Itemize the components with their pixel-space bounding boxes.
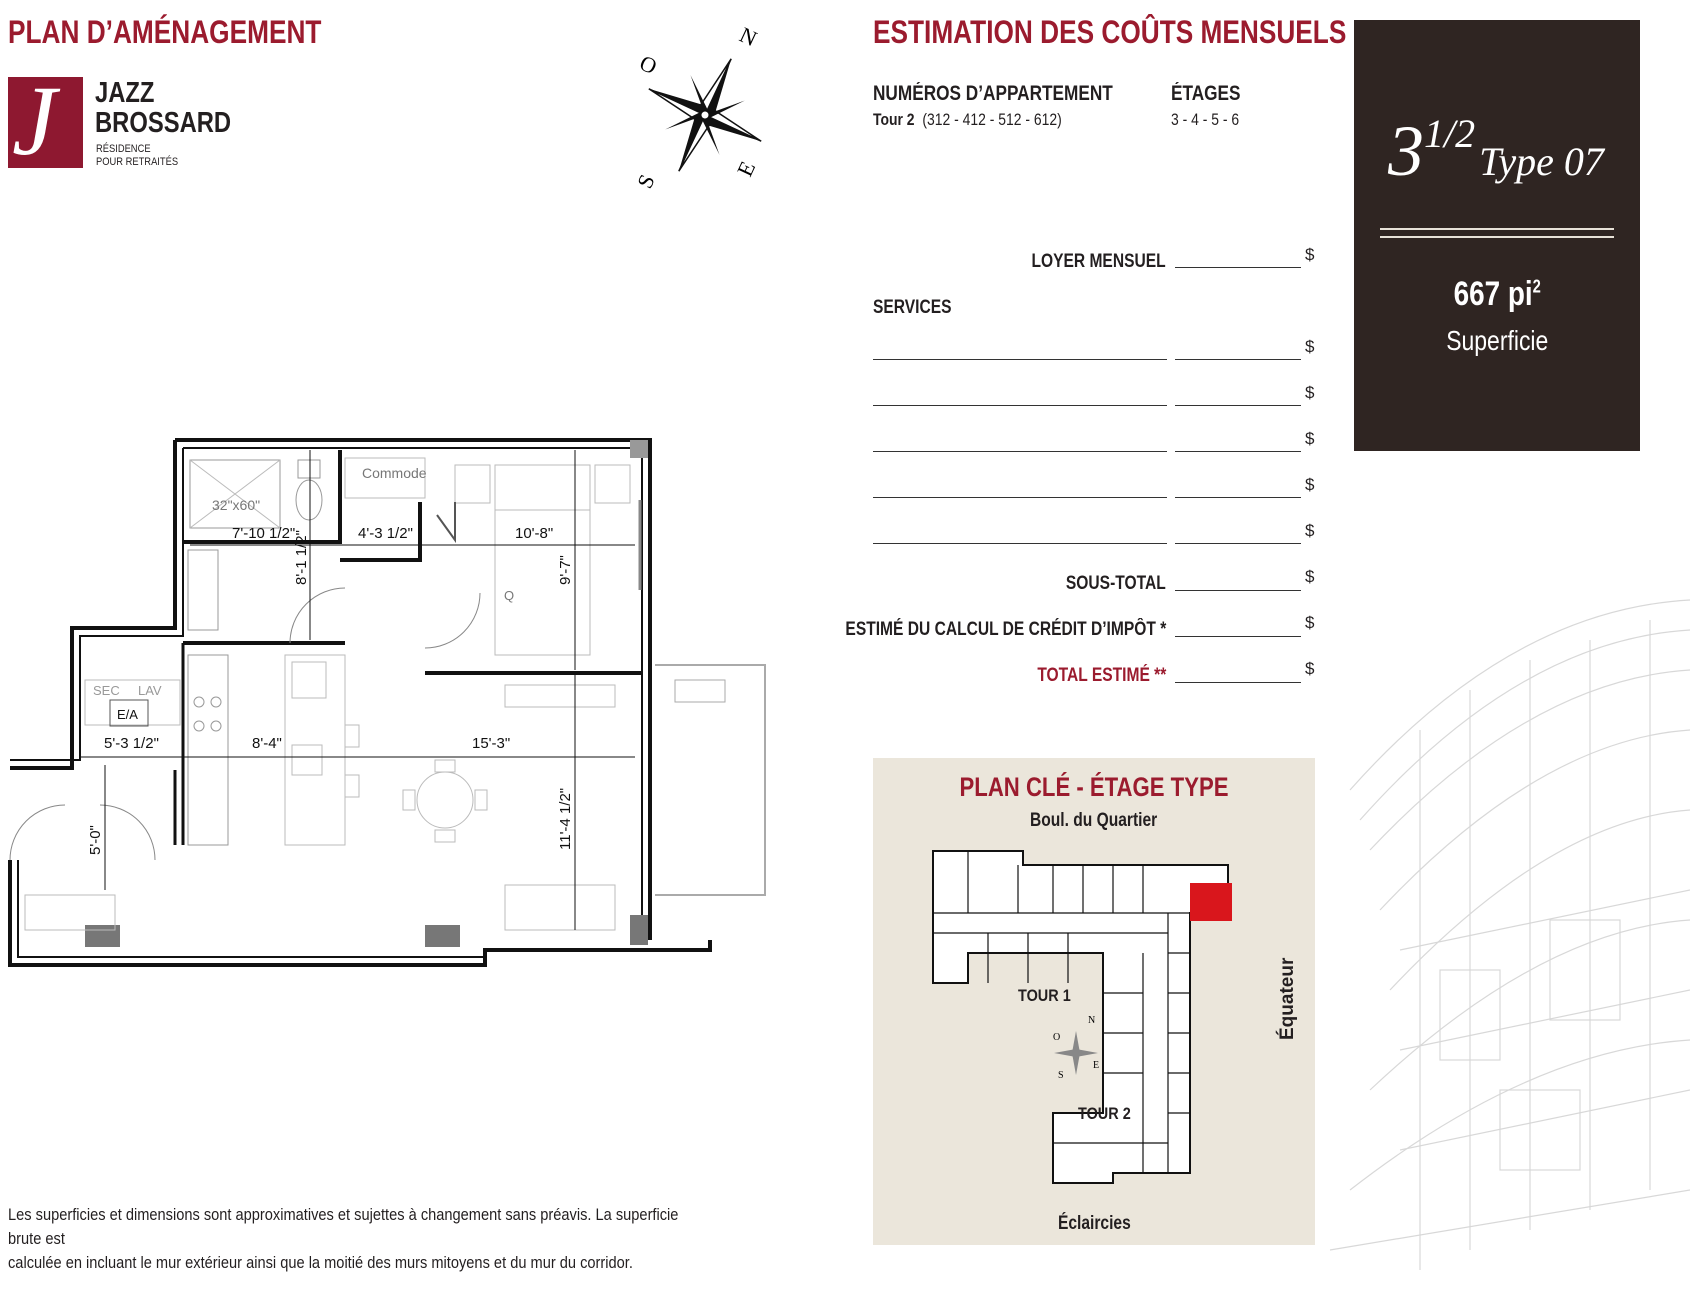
rooms-fraction: 1/2 — [1424, 111, 1476, 156]
service-name-field-3[interactable] — [873, 451, 1167, 452]
commode-label: Commode — [362, 465, 427, 481]
badge-rule-bottom — [1380, 236, 1614, 238]
dryer-label: SEC — [93, 683, 120, 698]
total-field[interactable] — [1175, 682, 1301, 683]
service-name-field-4[interactable] — [873, 497, 1167, 498]
street-right: Équateur — [1277, 957, 1298, 1040]
footnote-line2: calculée en incluant le mur extérieur ainsi que la moitié des murs mitoyens et du mur du corridor. — [8, 1253, 633, 1272]
key-plan-panel — [873, 758, 1315, 1245]
building-sketch-illustration — [1310, 490, 1690, 1306]
unit-type-badge — [1354, 20, 1640, 451]
tax-credit-currency: $ — [1305, 613, 1315, 632]
tax-credit-field[interactable] — [1175, 636, 1301, 637]
shower-size: 32"x60" — [212, 497, 261, 513]
rooms-value: 3 — [1388, 111, 1424, 191]
logo-mark: J — [8, 77, 83, 168]
area-label: Superficie — [1445, 325, 1549, 356]
services-label: SERVICES — [873, 297, 952, 318]
tower-label: Tour 2 — [873, 110, 915, 129]
area-value: 667 $pi^2$ — [1453, 275, 1541, 313]
tax-credit-label: ESTIMÉ DU CALCUL DE CRÉDIT D’IMPÔT * — [845, 619, 1166, 640]
badge-rule-top — [1380, 228, 1614, 230]
dim-laundry: 5'-3 1/2" — [104, 735, 159, 752]
compass-o: O — [635, 49, 661, 80]
total-currency: $ — [1305, 659, 1315, 678]
service-amount-field-4[interactable] — [1175, 497, 1301, 498]
footnote-line1: Les superficies et dimensions sont approximatives et sujettes à changement sans préavis. La superficie brute est — [8, 1205, 679, 1248]
service-currency-4: $ — [1305, 475, 1315, 494]
dim-closet: 4'-3 1/2" — [358, 525, 413, 542]
key-plan-drawing — [928, 843, 1248, 1203]
kp-compass-e: E — [1093, 1060, 1100, 1071]
kp-compass-n: N — [1088, 1015, 1096, 1026]
subtotal-field[interactable] — [1175, 590, 1301, 591]
service-currency-1: $ — [1305, 337, 1315, 356]
dim-living-depth: 11'-4 1/2" — [557, 787, 574, 850]
compass-s: S — [631, 170, 660, 193]
floors-label: ÉTAGES — [1171, 82, 1241, 105]
kp-compass-s: S — [1058, 1070, 1064, 1081]
footnote — [8, 1203, 696, 1275]
unit-type: Type 07 — [1479, 139, 1604, 184]
service-currency-5: $ — [1305, 521, 1315, 540]
service-amount-field-2[interactable] — [1175, 405, 1301, 406]
service-amount-field-1[interactable] — [1175, 359, 1301, 360]
service-amount-field-5[interactable] — [1175, 543, 1301, 544]
total-label: TOTAL ESTIMÉ ** — [1037, 665, 1166, 686]
service-name-field-2[interactable] — [873, 405, 1167, 406]
tower-1-label: TOUR 1 — [1018, 986, 1071, 1005]
washer-label: LAV — [138, 683, 162, 698]
tower-2-label: TOUR 2 — [1078, 1104, 1131, 1123]
dim-bath-width: 7'-10 1/2" — [232, 525, 296, 542]
plan-title: PLAN D’AMÉNAGEMENT — [8, 14, 322, 50]
hvac-label: E/A — [117, 707, 138, 722]
dim-living-width: 15'-3" — [472, 735, 511, 752]
dim-bath-depth: 8'-1 1/2" — [293, 530, 310, 585]
service-currency-2: $ — [1305, 383, 1315, 402]
dim-bedroom-depth: 9'-7" — [557, 555, 574, 585]
apartment-numbers — [873, 110, 1062, 130]
floor-plan-drawing — [0, 430, 780, 975]
logo-line1: JAZZ — [95, 77, 155, 109]
compass-rose-icon — [630, 20, 780, 200]
logo-name — [95, 78, 231, 138]
unit-type-heading — [1388, 110, 1604, 193]
service-name-field-1[interactable] — [873, 359, 1167, 360]
rent-field[interactable] — [1175, 267, 1301, 268]
service-amount-field-3[interactable] — [1175, 451, 1301, 452]
service-currency-3: $ — [1305, 429, 1315, 448]
street-bottom: Éclaircies — [1057, 1213, 1131, 1234]
compass-e: E — [731, 157, 761, 181]
key-plan-compass-icon — [1054, 1031, 1098, 1075]
street-top: Boul. du Quartier — [1030, 810, 1158, 831]
logo-line2: BROSSARD — [95, 107, 232, 139]
floors-value: 3 - 4 - 5 - 6 — [1171, 110, 1240, 129]
logo-sub2: POUR RETRAITÉS — [96, 156, 179, 168]
subtotal-label: SOUS-TOTAL — [1066, 573, 1166, 594]
dim-bedroom-width: 10'-8" — [515, 525, 554, 542]
rent-currency: $ — [1305, 245, 1315, 264]
bed-label: Q — [504, 588, 515, 603]
dim-entry: 5'-0" — [87, 825, 104, 855]
subtotal-currency: $ — [1305, 567, 1315, 586]
logo-sub1: RÉSIDENCE — [96, 143, 151, 155]
key-plan-title: PLAN CLÉ - ÉTAGE TYPE — [959, 772, 1229, 802]
rent-label: LOYER MENSUEL — [1031, 251, 1166, 272]
dim-kitchen: 8'-4" — [252, 735, 282, 752]
numbers-value: (312 - 412 - 512 - 612) — [922, 110, 1062, 129]
service-name-field-5[interactable] — [873, 543, 1167, 544]
logo-subtitle — [96, 143, 178, 169]
kp-compass-o: O — [1053, 1032, 1061, 1043]
unit-highlight — [1190, 883, 1232, 921]
cost-estimate-title: ESTIMATION DES COÛTS MENSUELS — [873, 14, 1347, 50]
compass-n: N — [735, 21, 761, 52]
numbers-label: NUMÉROS D’APPARTEMENT — [873, 82, 1113, 105]
